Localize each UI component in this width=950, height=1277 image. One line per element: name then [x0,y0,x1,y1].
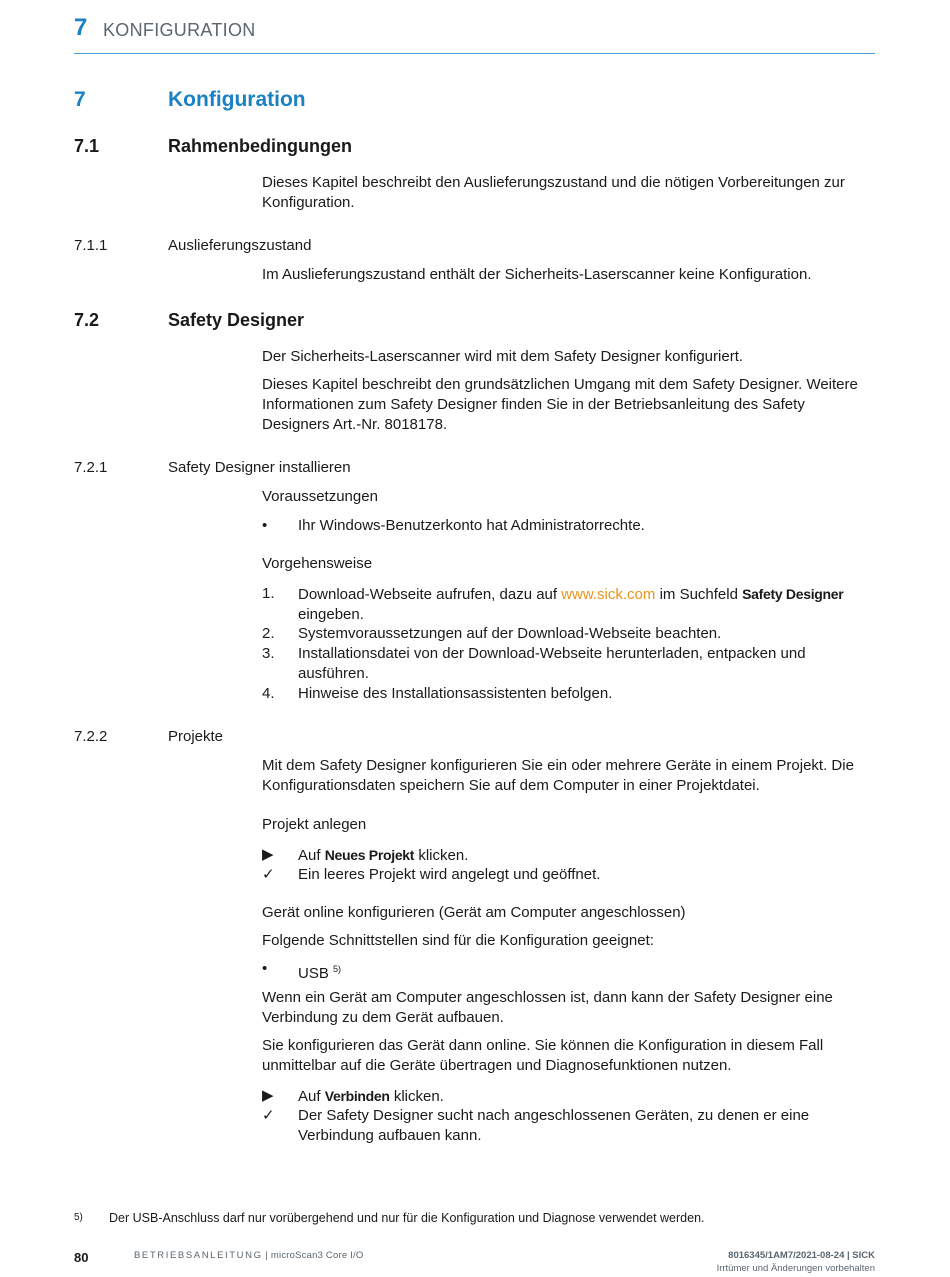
step-number: 4. [262,685,275,702]
step-text: Download-Webseite aufrufen, dazu auf www.sick.com im Suchfeld Safety Designer eingeben. [298,586,844,623]
action-arrow-icon: ▶ [262,1087,274,1104]
action-text: Auf Neues Projekt klicken. [298,847,469,864]
result-text: Ein leeres Projekt wird angelegt und geöffnet. [298,866,601,883]
section-7-1-1-number: 7.1.1 [74,237,108,254]
section-7-2-2-number: 7.2.2 [74,728,108,745]
step-number: 1. [262,585,275,602]
bullet-icon: • [262,960,268,977]
step-number: 3. [262,645,275,662]
ui-term-new-project: Neues Projekt [324,847,415,863]
header-chapter-title: KONFIGURATION [103,20,256,40]
section-7-number: 7 [74,88,86,111]
footer-document-info [717,1249,875,1275]
footnote-reference[interactable]: 5) [333,964,342,974]
interfaces-text: Folgende Schnittstellen sind für die Konfiguration geeignet: [262,932,654,949]
action-arrow-icon: ▶ [262,846,274,863]
footnote-mark: 5) [74,1212,83,1223]
bullet-icon: • [262,517,268,534]
header-divider [74,53,875,54]
section-7-2-text-1: Der Sicherheits-Laserscanner wird mit dem Safety Designer konfiguriert. [262,348,744,365]
section-7-1-title: Rahmenbedingungen [168,136,352,156]
footer-document-title: BETRIEBSANLEITUNG | microScan3 Core I/O [134,1250,364,1261]
footer-product: microScan3 Core I/O [270,1250,364,1261]
section-7-2-number: 7.2 [74,310,100,330]
section-7-1-number: 7.1 [74,136,100,156]
section-7-2-title: Safety Designer [168,310,305,330]
section-7-2-2-title: Projekte [168,728,224,745]
header-chapter-number: 7 [74,14,88,41]
online-config-label: Gerät online konfigurieren (Gerät am Computer angeschlossen) [262,904,686,921]
ui-term-safety-designer: Safety Designer [742,586,844,602]
section-7-2-1-number: 7.2.1 [74,459,108,476]
ui-term-connect: Verbinden [324,1088,390,1104]
section-7-title: Konfiguration [168,88,306,111]
footnote-text: Der USB-Anschluss darf nur vorübergehend und nur für die Konfiguration und Diagnose verwendet werden. [109,1211,705,1225]
connection-paragraph-2: Sie konfigurieren das Gerät dann online. Sie können die Konfiguration in diesem Fall unmittelbar auf die Geräte übertragen und Diagnosefunktionen nutzen. [262,1037,824,1074]
footer-disclaimer: Irrtümer und Änderungen vorbehalten [716,1263,875,1274]
projects-intro: Mit dem Safety Designer konfigurieren Sie ein oder mehrere Geräte in einem Projekt. Die Konfigurationsdaten speichern Sie auf dem Computer in einer Projektdatei. [262,757,854,794]
connection-paragraph-1: Wenn ein Gerät am Computer angeschlossen ist, dann kann der Safety Designer eine Verbindung zu dem Gerät aufbauen. [262,989,833,1026]
action-text: Auf Verbinden klicken. [298,1088,444,1105]
prerequisites-label: Voraussetzungen [262,488,378,505]
procedure-label: Vorgehensweise [262,555,373,572]
step-text: Installationsdatei von der Download-Webseite herunterladen, entpacken und ausführen. [298,645,806,682]
section-7-1-1-title: Auslieferungszustand [168,237,312,254]
create-project-label: Projekt anlegen [262,816,367,833]
prerequisite-text: Ihr Windows-Benutzerkonto hat Administratorrechte. [298,517,645,534]
page-number: 80 [74,1250,89,1265]
interface-text: USB $^{5)}$ [298,964,342,982]
section-7-1-1-text: Im Auslieferungszustand enthält der Sicherheits-Laserscanner keine Konfiguration. [262,266,812,283]
section-7-2-text-2: Dieses Kapitel beschreibt den grundsätzlichen Umgang mit dem Safety Designer. Weitere Informationen zum Safety Designer finden Sie in der Betriebsanleitung des Safety Designers Art.-Nr. 8018178. [262,376,858,433]
step-text: Systemvoraussetzungen auf der Download-Webseite beachten. [298,625,722,642]
checkmark-icon: ✓ [262,1107,275,1124]
footer-doc-id: 8016345/1AM7/2021-08-24 | SICK [728,1250,875,1261]
section-7-2-1-title: Safety Designer installieren [168,459,351,476]
sick-website-link[interactable]: www.sick.com [561,586,656,603]
step-text: Hinweise des Installationsassistenten befolgen. [298,685,613,702]
checkmark-icon: ✓ [262,866,275,883]
result-text: Der Safety Designer sucht nach angeschlossenen Geräten, zu denen er eine Verbindung aufbauen kann. [298,1107,810,1144]
section-7-1-text: Dieses Kapitel beschreibt den Auslieferungszustand und die nötigen Vorbereitungen zur Konfiguration. [262,174,845,211]
step-number: 2. [262,625,275,642]
